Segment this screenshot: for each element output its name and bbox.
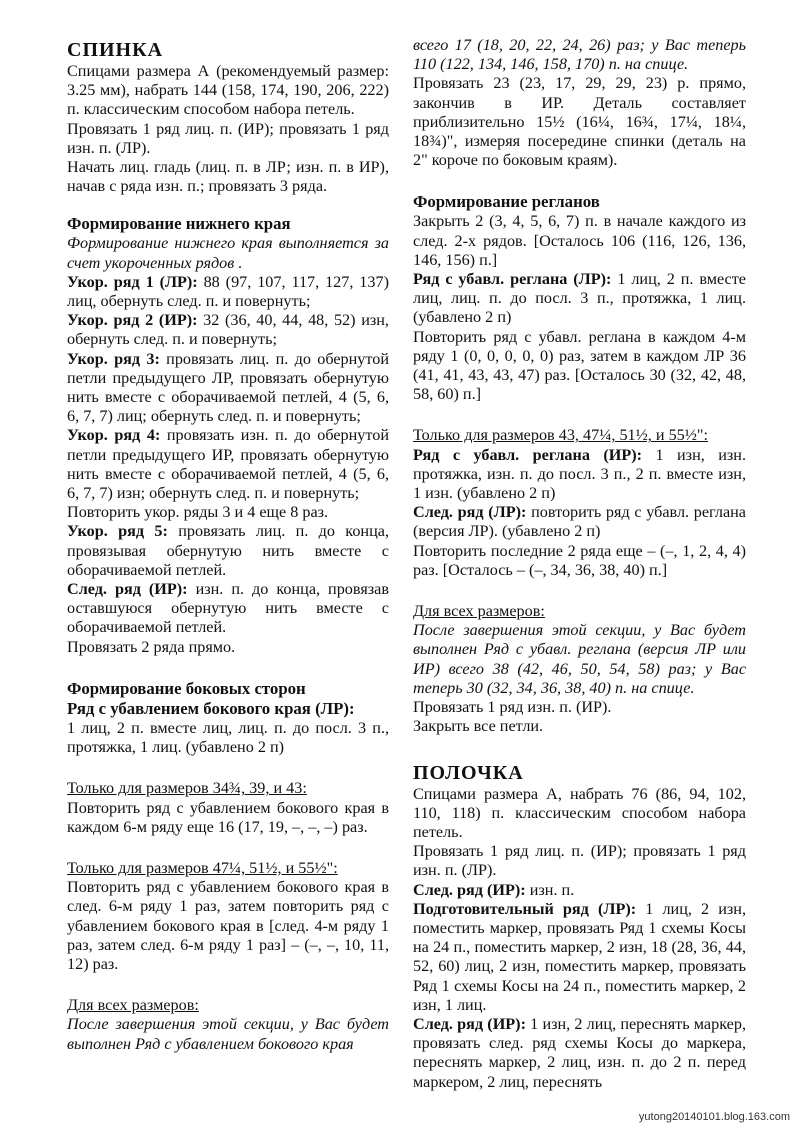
- side-decrease-row-label: Ряд с убавлением бокового края (ЛР):: [67, 698, 355, 718]
- back-cast-on-text: Спицами размера А (рекомендуемый размер: 3.25 мм), набрать 144 (158, 174, 190, 206, 222) п. классическим способом набора петель.: [67, 62, 389, 119]
- front-next-ws-row: [413, 881, 746, 900]
- back-first-rows-text: Провязать 1 ряд лиц. п. (ИР); провязать 1 ряд изн. п. (ЛР).: [67, 119, 389, 157]
- right-column: [413, 36, 746, 1092]
- short-row-2-text: 32 (36, 40, 44, 48, 52) изн, обернуть след. п. и повернуть;: [67, 311, 389, 349]
- short-row-2-label: Укор. ряд 2 (ИР):: [67, 311, 198, 330]
- short-row-3: [67, 350, 389, 427]
- front-next-ws-text: изн. п.: [525, 880, 575, 899]
- raglan-repeat-text: Повторить ряд с убавл. реглана в каждом 4-м ряду 1 (0, 0, 0, 0, 0) раз, затем в каждом ЛР 36 (41, 41, 43, 43, 47) раз. [Осталось 30 (32, 42, 48, 58, 60) п.]: [413, 327, 746, 404]
- raglan-all-sizes-heading: Для всех размеров:: [413, 602, 545, 621]
- raglan-decrease-row: [413, 270, 746, 328]
- short-row-repeat-text: Повторить укор. ряды 3 и 4 еще 8 раз.: [67, 503, 329, 522]
- sides-section-title: Формирование боковых сторон: [67, 678, 306, 698]
- short-row-4-label: Укор. ряд 4:: [67, 426, 161, 445]
- short-row-5-text: провязать лиц. п. до конца, провязывая обернутую нить вместе с оборачиваемой петлей.: [67, 522, 389, 579]
- raglan-next-row: [413, 503, 746, 541]
- back-stockinette-text: Начать лиц. гладь (лиц. п. в ЛР; изн. п. в ИР), начав с ряда изн. п.; провязать 3 ряда.: [67, 158, 389, 196]
- front-next-ws-row-2: [413, 1015, 746, 1092]
- raglan-bind-off-text: Закрыть 2 (3, 4, 5, 6, 7) п. в начале каждого из след. 2-х рядов. [Осталось 106 (116, 126, 136, 146, 156) п.]: [413, 212, 746, 269]
- sizes-group-2-text: Повторить ряд с убавлением бокового края в след. 6-м ряду 1 раз, затем повторить ряд с убавлением бокового края в [след. 4-м ряду 1 раз, затем след. 6-м ряду 1 раз] – (–, –, 10, 11, 12) раз.: [67, 878, 389, 973]
- knit-purl-row-text: Провязать 1 ряд изн. п. (ИР).: [413, 698, 612, 717]
- short-row-3-label: Укор. ряд 3:: [67, 349, 160, 368]
- raglan-all-sizes-text: После завершения этой секции, у Вас будет выполнен Ряд с убавл. реглана (версия ЛР или ИР) всего 38 (42, 46, 50, 54, 58) раз; у Вас теперь 30 (32, 34, 36, 38, 40) п. на спице.: [413, 621, 746, 697]
- side-decrease-continuation: всего 17 (18, 20, 22, 24, 26) раз; у Вас теперь 110 (122, 134, 146, 158, 170) п. на спице.: [413, 36, 746, 74]
- sizes-group-3-heading: Только для размеров 43, 47¼, 51½, и 55½":: [413, 426, 709, 445]
- repeat-last-rows-text: Повторить последние 2 ряда еще – (–, 1, 2, 4, 4) раз. [Осталось – (–, 34, 36, 38, 40) п.]: [413, 541, 746, 579]
- short-row-3-text: провязать лиц. п. до обернутой петли предыдущего ЛР, провязать обернутую нить вместе с оборачиваемой петлей, 4 (5, 6, 6, 7, 7) лиц; обернуть след. п. и повернуть;: [67, 349, 389, 426]
- hem-next-row-text: изн. п. до конца, провязав оставшуюся обернутую нить вместе с оборачиваемой петлей.: [67, 580, 389, 637]
- sizes-group-1-heading: Только для размеров 34¾, 39, и 43:: [67, 779, 307, 798]
- short-row-1-label: Укор. ряд 1 (ЛР):: [67, 272, 198, 291]
- hem-intro-text: Формирование нижнего края выполняется за счет укороченных рядов .: [67, 234, 389, 272]
- hem-next-row-label: След. ряд (ИР):: [67, 580, 188, 599]
- setup-row-text: 1 лиц, 2 изн, поместить маркер, провязать Ряд 1 схемы Косы на 24 п., поместить маркер, 2 изн, 18 (28, 36, 44, 52, 60) лиц, 2 изн, поместить маркер, провязать Ряд 1 схемы Косы на 24 п., поместить маркер, 2 изн, 1 лиц.: [413, 899, 747, 1014]
- short-row-1-text: 88 (97, 107, 117, 127, 137) лиц, обернуть след. п. и повернуть;: [67, 272, 389, 311]
- raglan-next-row-text: повторить ряд с убавл. реглана (версия ЛР). (убавлено 2 п): [413, 503, 746, 541]
- hem-next-row: [67, 580, 389, 638]
- raglan-ws-label: Ряд с убавл. реглана (ИР):: [413, 445, 643, 464]
- raglan-section-title: Формирование регланов: [413, 192, 600, 212]
- front-next-ws-2-text: 1 изн, 2 лиц, переснять маркер, провязать след. ряд схемы Косы до маркера, переснять маркер, 2 лиц, изн. п. до 2 п. перед маркером, 2 лиц, переснять: [413, 1014, 746, 1091]
- front-next-ws-2-label: След. ряд (ИР):: [413, 1014, 526, 1033]
- side-decrease-row-text: 1 лиц, 2 п. вместе лиц, лиц. п. до посл. 3 п., протяжка, 1 лиц. (убавлено 2 п): [67, 718, 389, 757]
- short-row-5: [67, 522, 389, 580]
- front-section-title: ПОЛОЧКА: [413, 761, 524, 784]
- short-row-5-label: Укор. ряд 5:: [67, 522, 168, 541]
- short-row-4: [67, 426, 389, 503]
- raglan-decrease-label: Ряд с убавл. реглана (ЛР):: [413, 270, 612, 289]
- setup-row: [413, 900, 746, 1015]
- all-sizes-heading: Для всех размеров:: [67, 996, 199, 1015]
- knit-straight-text: Провязать 23 (23, 17, 29, 29, 23) р. прямо, закончив в ИР. Деталь составляет приблизительно 15½ (16¼, 16¾, 17¼, 18¼, 18¾)", измеряя посередине спинки (деталь на 2" короче по боковым краям).: [413, 74, 746, 170]
- front-cast-on-text: Спицами размера А, набрать 76 (86, 94, 102, 110, 118) п. классическим способом набора петель.: [413, 784, 746, 841]
- raglan-next-row-label: След. ряд (ЛР):: [413, 503, 527, 522]
- bind-off-text: Закрыть все петли.: [413, 717, 544, 736]
- raglan-ws-row: [413, 446, 746, 504]
- knit-two-rows-text: Провязать 2 ряда прямо.: [67, 637, 236, 656]
- short-row-1: [67, 273, 389, 311]
- hem-section-title: Формирование нижнего края: [67, 214, 291, 234]
- all-sizes-text: После завершения этой секции, у Вас будет выполнен Ряд с убавлением бокового края: [67, 1015, 389, 1053]
- left-column: [67, 36, 389, 1054]
- back-section-title: СПИНКА: [67, 39, 164, 61]
- sizes-group-2-heading: Только для размеров 47¼, 51½, и 55½":: [67, 858, 338, 877]
- front-next-ws-label: След. ряд (ИР):: [413, 880, 526, 899]
- sizes-group-1-text: Повторить ряд с убавлением бокового края в каждом 6-м ряду еще 16 (17, 19, –, –, –) раз.: [67, 798, 389, 836]
- front-first-rows-text: Провязать 1 ряд лиц. п. (ИР); провязать 1 ряд изн. п. (ЛР).: [413, 842, 746, 880]
- setup-row-label: Подготовительный ряд (ЛР):: [413, 899, 637, 918]
- raglan-ws-text: 1 изн, изн. протяжка, изн. п. до посл. 3 п., 2 п. вместе изн, 1 изн. (убавлено 2 п): [413, 445, 746, 503]
- short-row-4-text: провязать изн. п. до обернутой петли предыдущего ИР, провязать обернутую нить вместе с оборачиваемой петлей, 4 (5, 6, 6, 7, 7) изн; обернуть след. п. и повернуть;: [67, 426, 389, 503]
- raglan-decrease-text: 1 лиц, 2 п. вместе лиц, лиц. п. до посл. 3 п., протяжка, 1 лиц. (убавлено 2 п): [413, 270, 746, 327]
- short-row-2: [67, 311, 389, 349]
- watermark-url: yutong20140101.blog.163.com: [638, 1110, 790, 1123]
